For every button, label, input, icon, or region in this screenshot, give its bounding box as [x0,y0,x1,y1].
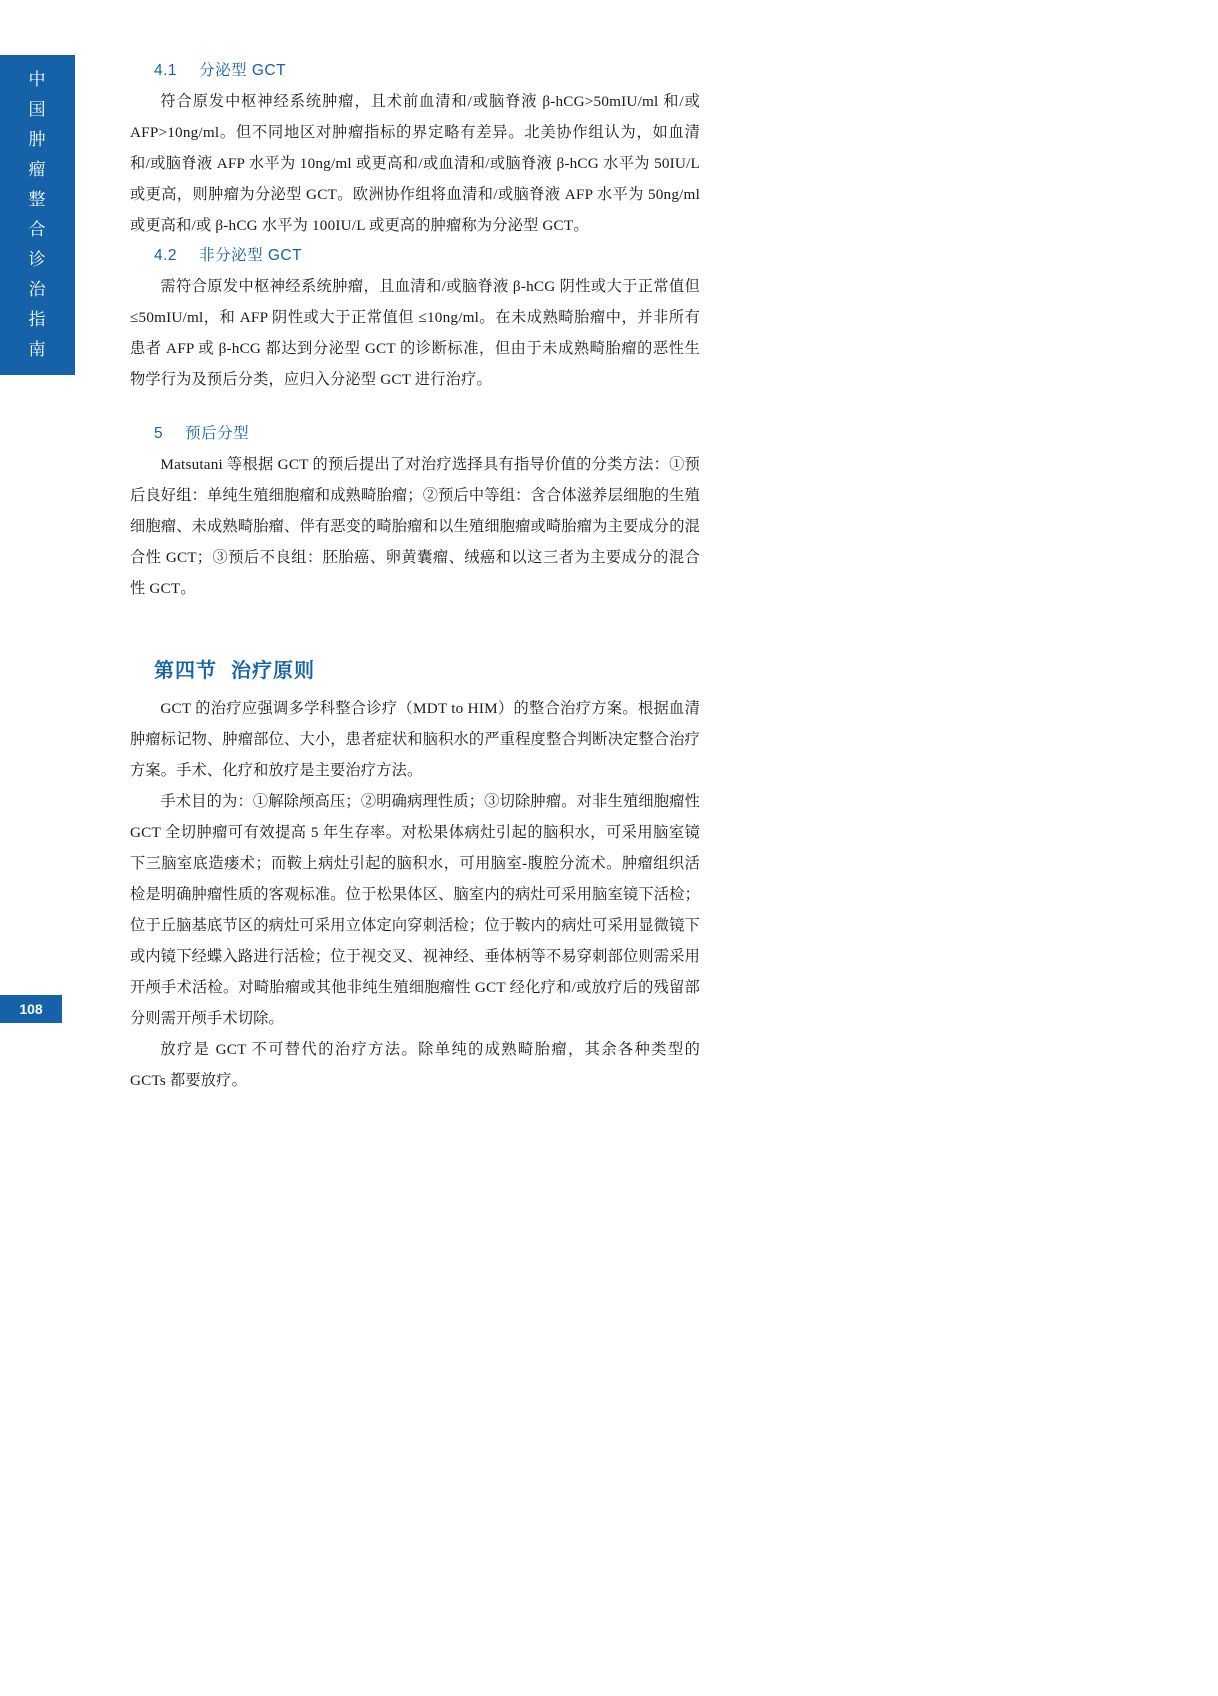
heading-5-number: 5 [154,425,164,442]
heading-4-1-number: 4.1 [154,62,178,79]
paragraph-treatment-2: 手术目的为：①解除颅高压；②明确病理性质；③切除肿瘤。对非生殖细胞瘤性 GCT 全切肿瘤可有效提高 5 年生存率。对松果体病灶引起的脑积水，可采用脑室镜下三脑室底造瘘术；而鞍上病灶引起的脑积水，可用脑室-腹腔分流术。肿瘤组织活检是明确肿瘤性质的客观标准。位于松果体区、脑室内的病灶可采用脑室镜下活检；位于丘脑基底节区的病灶可采用立体定向穿刺活检；位于鞍内的病灶可采用显微镜下或内镜下经蝶入路进行活检；位于视交叉、视神经、垂体柄等不易穿刺部位则需采用开颅手术活检。对畸胎瘤或其他非纯生殖细胞瘤性 GCT 经化疗和/或放疗后的残留部分则需开颅手术切除。 [130,793,700,1027]
heading-5-label: 预后分型 [185,425,250,442]
heading-4-2-number: 4.2 [154,247,178,264]
page-number: 108 [0,995,62,1023]
heading-5 [154,421,700,443]
paragraph-5: Matsutani 等根据 GCT 的预后提出了对治疗选择具有指导价值的分类方法：①预后良好组：单纯生殖细胞瘤和成熟畸胎瘤；②预后中等组：含合体滋养层细胞的生殖细胞瘤、未成熟畸胎瘤、伴有恶变的畸胎瘤和以生殖细胞瘤或畸胎瘤为主要成分的混合性 GCT；③预后不良组：胚胎癌、卵黄囊瘤、绒癌和以这三者为主要成分的混合性 GCT。 [130,456,700,597]
paragraph-treatment-3: 放疗是 GCT 不可替代的治疗方法。除单纯的成熟畸胎瘤，其余各种类型的 GCTs 都要放疗。 [130,1041,700,1089]
book-series-tab [0,55,75,375]
heading-4-2-label: 非分泌型 GCT [199,247,303,264]
heading-section-4-number: 第四节 [154,660,217,682]
paragraph-4-1: 符合原发中枢神经系统肿瘤，且术前血清和/或脑脊液 β-hCG>50mIU/ml 和/或 AFP>10ng/ml。但不同地区对肿瘤指标的界定略有差异。北美协作组认为，如血清和/或脑脊液 AFP 水平为 10ng/ml 或更高和/或血清和/或脑脊液 β-hCG 水平为 50IU/L 或更高，则肿瘤为分泌型 GCT。欧洲协作组将血清和/或脑脊液 AFP 水平为 50ng/ml 或更高和/或 β-hCG 水平为 100IU/L 或更高的肿瘤称为分泌型 GCT。 [130,93,700,234]
heading-section-4 [154,654,700,683]
heading-4-1-label: 分泌型 GCT [199,62,287,79]
heading-section-4-label: 治疗原则 [231,660,315,682]
page-content [130,58,700,1096]
heading-4-2 [154,243,700,265]
paragraph-treatment-1: GCT 的治疗应强调多学科整合诊疗（MDT to HIM）的整合治疗方案。根据血清肿瘤标记物、肿瘤部位、大小，患者症状和脑积水的严重程度整合判断决定整合治疗方案。手术、化疗和放疗是主要治疗方法。 [130,700,700,779]
heading-4-1 [154,58,700,80]
book-series-title: 中国肿瘤整合诊治指南 [28,70,47,359]
paragraph-4-2: 需符合原发中枢神经系统肿瘤，且血清和/或脑脊液 β-hCG 阴性或大于正常值但 ≤50mIU/ml，和 AFP 阴性或大于正常值但 ≤10ng/ml。在未成熟畸胎瘤中，并非所有患者 AFP 或 β-hCG 都达到分泌型 GCT 的诊断标准，但由于未成熟畸胎瘤的恶性生物学行为及预后分类，应归入分泌型 GCT 进行治疗。 [130,278,700,388]
